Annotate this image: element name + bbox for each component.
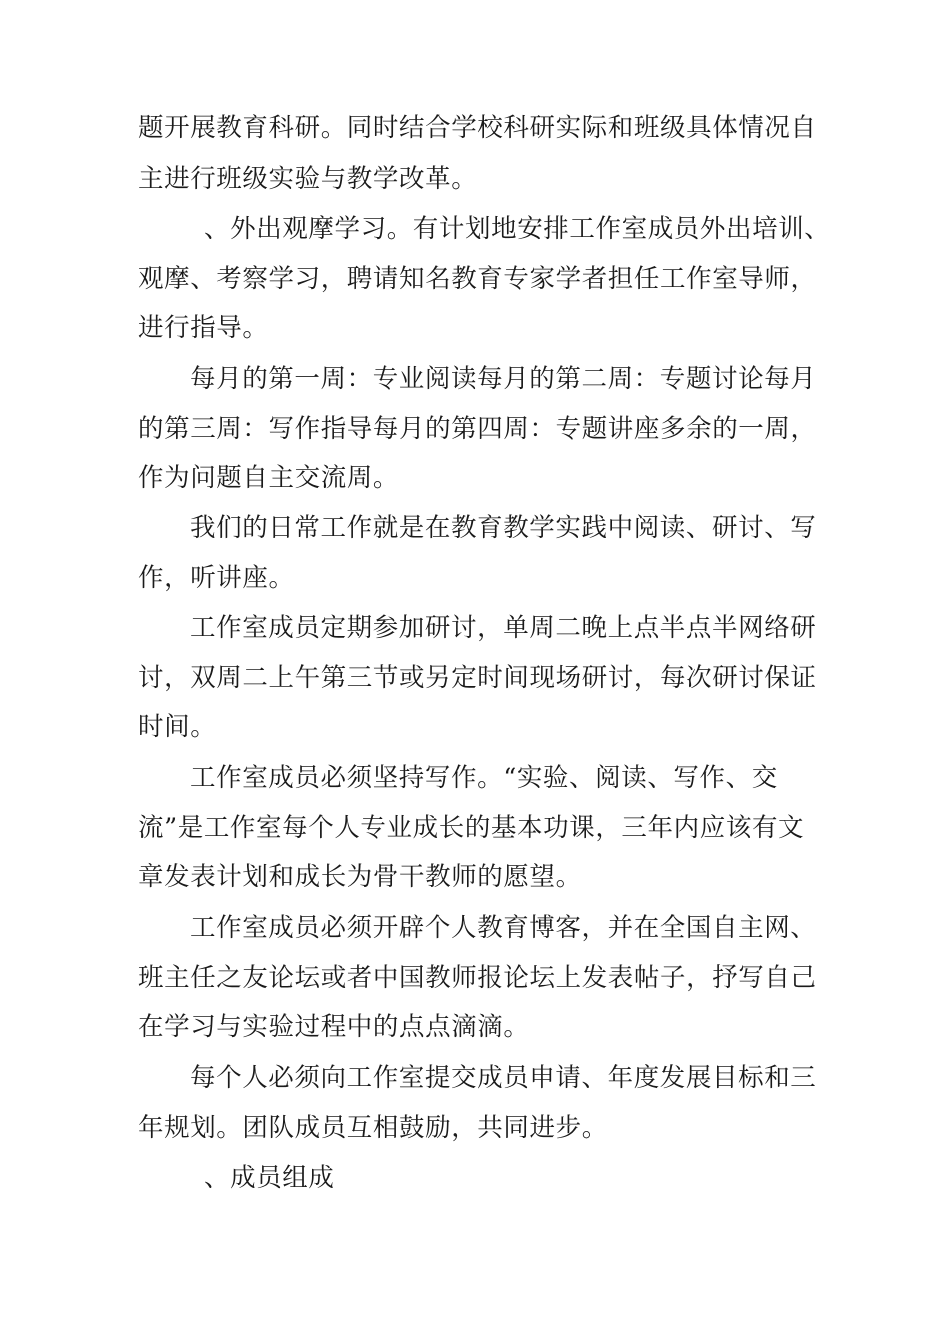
text-line-22: 、成员组成 [204,1163,335,1193]
text-line-20: 每个人必须向工作室提交成员申请、年度发展目标和三 [190,1063,817,1093]
text-line-9: 我们的日常工作就是在教育教学实践中阅读、研讨、写 [190,513,817,543]
text-line-6: 每月的第一周：专业阅读每月的第二周：专题讨论每月 [190,364,817,394]
text-line-21: 年规划。团队成员互相鼓励，共同进步。 [138,1113,608,1143]
text-line-3: 、外出观摩学习。有计划地安排工作室成员外出培训、 [204,214,831,244]
text-line-19: 在学习与实验过程中的点点滴滴。 [138,1012,530,1042]
text-line-5: 进行指导。 [138,313,269,343]
text-line-14: 工作室成员必须坚持写作。“实验、阅读、写作、交 [190,763,778,793]
text-line-11: 工作室成员定期参加研讨，单周二晚上点半点半网络研 [190,613,817,643]
text-line-15: 流”是工作室每个人专业成长的基本功课，三年内应该有文 [138,813,805,843]
text-line-13: 时间。 [138,712,217,742]
text-line-1: 题开展教育科研。同时结合学校科研实际和班级具体情况自 [138,113,817,143]
text-line-2: 主进行班级实验与教学改革。 [138,164,478,194]
text-line-12: 讨，双周二上午第三节或另定时间现场研讨，每次研讨保证 [138,663,817,693]
text-line-4: 观摩、考察学习，聘请知名教育专家学者担任工作室导师， [138,264,817,294]
text-line-8: 作为问题自主交流周。 [138,463,400,493]
text-line-10: 作，听讲座。 [138,563,295,593]
text-line-17: 工作室成员必须开辟个人教育博客，并在全国自主网、 [190,913,817,943]
text-line-16: 章发表计划和成长为骨干教师的愿望。 [138,862,582,892]
text-line-18: 班主任之友论坛或者中国教师报论坛上发表帖子，抒写自己 [138,963,817,993]
text-line-7: 的第三周：写作指导每月的第四周：专题讲座多余的一周， [138,414,817,444]
